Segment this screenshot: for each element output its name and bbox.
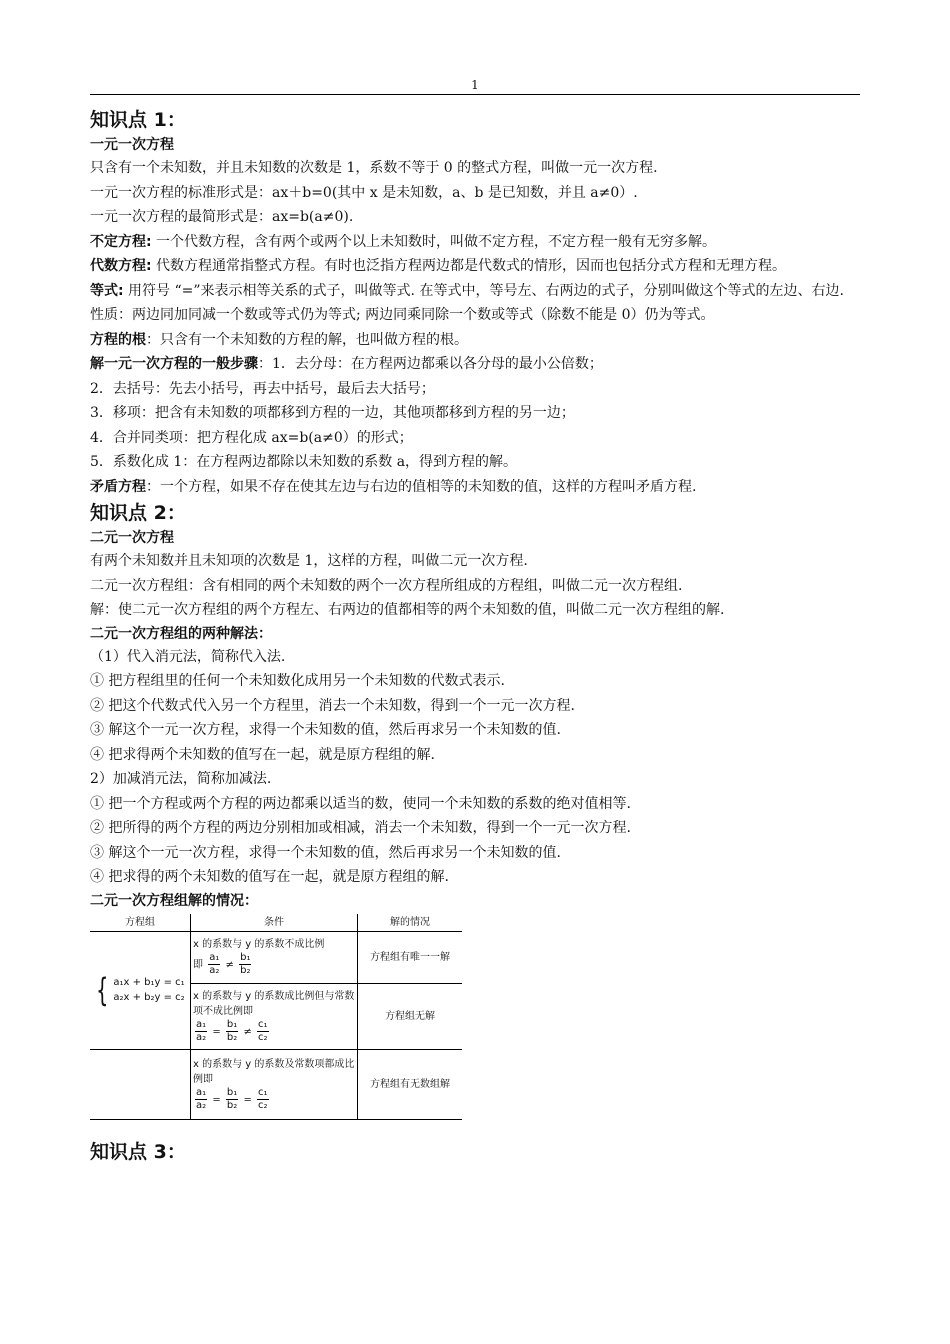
equation-system-cell [90,931,191,1049]
fraction: $\frac{\text{c₁}}{\text{c₂}}$ [258,1086,268,1111]
table-header-row [90,914,462,932]
method-step: ④ 把求得两个未知数的值写在一起，就是原方程组的解. [90,746,435,763]
result-cell: 方程组有无数组解 [358,1049,463,1119]
paragraph: 有两个未知数并且未知项的次数是 1，这样的方程，叫做二元一次方程. [90,553,528,569]
header-rule [90,94,860,95]
step-text: ：1．去分母：在方程两边都乘以各分母的最小公倍数； [258,356,603,372]
method-step: ③ 解这个一元一次方程，求得一个未知数的值，然后再求另一个未知数的值. [90,844,561,861]
paragraph: 一元一次方程的最简形式是：ax=b(a≠0). [90,209,354,225]
brace-symbol: { [96,971,109,1009]
condition-text: x 的系数与 y 的系数不成比例 [193,939,325,950]
condition-cell [191,983,358,1049]
fraction: $\frac{\text{b₁}}{\text{b₂}}$ [226,1018,238,1043]
condition-cell [191,1049,358,1119]
step-item: 5．系数化成 1：在方程两边都除以未知数的系数 a，得到方程的解。 [90,454,518,470]
step-item: 3．移项：把含有未知数的项都移到方程的一边，其他项都移到方程的另一边； [90,405,575,421]
method-step: ① 把方程组里的任何一个未知数化成用另一个未知数的代数式表示. [90,673,505,689]
result-cell: 方程组无解 [358,983,463,1049]
column-header: 方程组 [90,914,191,932]
fraction: $\frac{\text{c₁}}{\text{c₂}}$ [258,1018,268,1043]
page-number: 1 [471,78,479,92]
condition-text: x 的系数与 y 的系数及常数项都成比例即 [193,1058,355,1085]
equation-system [92,971,188,1009]
term-definition: 一个代数方程，含有两个或两个以上未知数时，叫做不定方程，不定方程一般有无穷多解。 [151,233,717,250]
term-label: 等式: [90,282,124,299]
paragraph: 一元一次方程的标准形式是：ax＋b=0(其中 x 是未知数，a、b 是已知数，并且 a≠0）. [90,184,638,201]
table-row [90,1049,462,1119]
section-title-1: 一元一次方程 [90,137,174,153]
term-label: 矛盾方程 [90,478,146,495]
relation-symbol: = [243,1094,252,1105]
method-item: 2）加减消元法，简称加减法. [90,771,272,787]
paragraph: 解：使二元一次方程组的两个方程左、右两边的值都相等的两个未知数的值，叫做二元一次方程组的解. [90,602,725,618]
method-step: ② 把这个代数式代入另一个方程里，消去一个未知数，得到一个一元一次方程. [90,697,575,714]
solution-cases-table [90,914,462,1120]
term-label: 代数方程: [90,258,152,274]
fraction: $\frac{\text{a₁}}{\text{a₂}}$ [196,1086,207,1111]
relation-symbol: = [212,1026,221,1037]
equation-line: a₂x + b₂y = c₂ [113,992,185,1003]
step-item: 4．合并同类项：把方程化成 ax=b(a≠0）的形式； [90,429,413,446]
paragraph [90,230,860,255]
condition-text: x 的系数与 y 的系数成比例但与常数项不成比例即 [193,990,355,1017]
term-definition: ：只含有一个未知数的方程的解，也叫做方程的根。 [146,331,468,348]
paragraph: 二元一次方程组：含有相同的两个未知数的两个一次方程所组成的方程组，叫做二元一次方程组. [90,577,683,594]
term-label: 解一元一次方程的一般步骤 [90,356,258,372]
empty-cell [90,1049,191,1119]
relation-symbol: = [212,1094,221,1105]
fraction: $\frac{\text{a₁}}{\text{a₂}}$ [209,952,220,976]
term-definition: ：一个方程，如果不存在使其左边与右边的值相等的未知数的值，这样的方程叫矛盾方程. [146,478,697,495]
condition-prefix: 即 [193,959,203,971]
method-step: ④ 把求得的两个未知数的值写在一起，就是原方程组的解. [90,869,449,885]
term-label: 不定方程: [90,233,152,250]
paragraph [90,328,860,353]
result-cell: 方程组有唯一一解 [358,931,463,983]
term-definition: 用符号 “=”来表示相等关系的式子，叫做等式. 在等式中，等号左、右两边的式子，分别叫做这个等式的左边、右边. 性质：两边同加同减一个数或等式仍为等式; 两边同乘同除一个数或等式（除数不能是 0）仍为等式。 [90,282,844,323]
method-step: ① 把一个方程或两个方程的两边都乘以适当的数，使同一个未知数的系数的绝对值相等. [90,795,631,812]
section-title-2: 二元一次方程 [90,530,174,546]
paragraph [90,279,860,328]
section-heading-3: 知识点 3： [90,1140,186,1163]
equation-line: a₁x + b₁y = c₁ [113,977,185,988]
method-step: ② 把所得的两个方程的两边分别相加或相减，消去一个未知数，得到一个一元一次方程. [90,820,631,836]
fraction: $\frac{\text{b₁}}{\text{b₂}}$ [226,1086,238,1111]
term-label: 方程的根 [90,331,146,348]
step-item: 2．去括号：先去小括号，再去中括号，最后去大括号； [90,380,435,397]
fraction: $\frac{\text{a₁}}{\text{a₂}}$ [196,1018,207,1043]
methods-title: 二元一次方程组的两种解法： [90,625,272,642]
table-row [90,931,462,983]
paragraph [90,475,860,500]
section-heading-1: 知识点 1： [90,109,186,131]
term-definition: 代数方程通常指整式方程。有时也泛指方程两边都是代数式的情形，因而也包括分式方程和无理方程。 [151,258,787,274]
paragraph [90,254,860,279]
paragraph [90,352,860,377]
method-step: ③ 解这个一元一次方程，求得一个未知数的值，然后再求另一个未知数的值. [90,722,561,738]
column-header: 条件 [191,914,358,932]
relation-symbol: ≠ [225,959,234,971]
document-body [90,106,860,1166]
relation-symbol: ≠ [243,1026,252,1037]
method-item: （1）代入消元法，简称代入法. [90,648,286,665]
condition-cell [191,931,358,983]
column-header: 解的情况 [358,914,463,932]
cases-title: 二元一次方程组解的情况： [90,892,258,909]
fraction: $\frac{\text{b₁}}{\text{b₂}}$ [240,952,251,976]
section-heading-2: 知识点 2： [90,502,186,524]
paragraph: 只含有一个未知数，并且未知数的次数是 1，系数不等于 0 的整式方程，叫做一元一次方程. [90,160,658,176]
